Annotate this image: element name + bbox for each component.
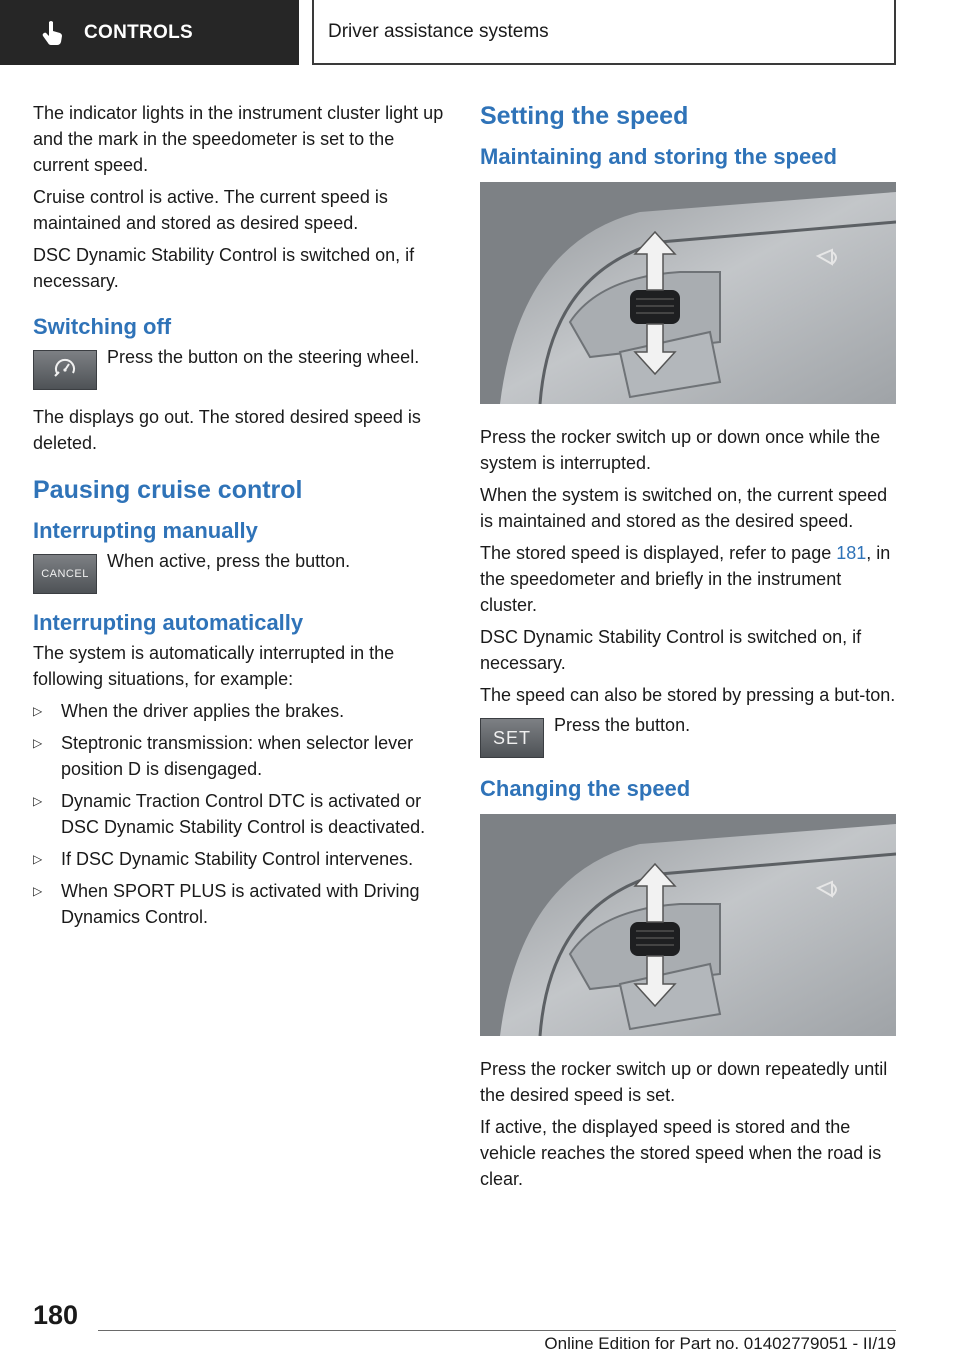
triangle-bullet-icon: ▷: [33, 852, 43, 866]
button-instruction: [33, 347, 448, 390]
steering-wheel-rocker-photo: [480, 182, 896, 404]
right-column: [480, 100, 896, 1198]
paragraph: Press the rocker switch up or down once while the system is interrupted.: [480, 427, 881, 473]
list-item: ▷ Steptronic transmission: when selector lever position D is disengaged.: [33, 730, 448, 782]
paragraph: Press the rocker switch up or down repeatedly until the desired speed is set.: [480, 1059, 888, 1105]
steering-wheel-rocker-photo: [480, 814, 896, 1036]
button-instruction-text: When active, press the button.: [107, 551, 351, 571]
list-item: ▷ When SPORT PLUS is activated with Driving Dynamics Control.: [33, 878, 448, 930]
cancel-button-image: CANCEL: [33, 554, 97, 594]
paragraph: The stored speed is displayed, refer to page 181, in the speedometer and briefly in the instrument cluster.: [480, 543, 891, 615]
heading-changing-speed: Changing the speed: [480, 776, 691, 801]
paragraph: The indicator lights in the instrument cluster light up and the mark in the speedometer is set to the current speed.: [33, 103, 444, 175]
footer-edition: Online Edition for Part no. 01402779051 - II/19: [544, 1334, 896, 1353]
heading-pausing: Pausing cruise control: [33, 476, 303, 504]
paragraph: DSC Dynamic Stability Control is switched on, if necessary.: [33, 245, 415, 291]
paragraph: The displays go out. The stored desired speed is deleted.: [33, 407, 421, 453]
button-instruction-text: Press the button on the steering wheel.: [107, 347, 420, 367]
cruise-control-icon: [52, 357, 78, 384]
bullet-list: [33, 698, 448, 930]
heading-setting-speed: Setting the speed: [480, 102, 689, 130]
paragraph: The system is automatically interrupted in the following situations, for example:: [33, 643, 395, 689]
list-item: ▷ When the driver applies the brakes.: [33, 698, 448, 724]
chapter-title: Driver assistance systems: [328, 20, 549, 42]
button-instruction: [33, 551, 448, 594]
hand-pointer-icon: [40, 20, 66, 46]
heading-maintaining-storing: Maintaining and storing the speed: [480, 144, 837, 169]
triangle-bullet-icon: ▷: [33, 884, 43, 898]
paragraph: When the system is switched on, the current speed is maintained and stored as the desired speed.: [480, 485, 888, 531]
set-button-image: SET: [480, 718, 544, 758]
paragraph: Cruise control is active. The current speed is maintained and stored as desired speed.: [33, 187, 388, 233]
paragraph: DSC Dynamic Stability Control is switched on, if necessary.: [480, 627, 862, 673]
button-instruction: [480, 715, 896, 758]
heading-switching-off: Switching off: [33, 314, 172, 339]
header-section-tab: [0, 0, 299, 65]
section-title: CONTROLS: [84, 21, 194, 43]
page-number: 180: [33, 1300, 79, 1330]
triangle-bullet-icon: ▷: [33, 736, 43, 750]
list-item: ▷ Dynamic Traction Control DTC is activated or DSC Dynamic Stability Control is deactivated.: [33, 788, 448, 840]
list-item: ▷ If DSC Dynamic Stability Control intervenes.: [33, 846, 448, 872]
triangle-bullet-icon: ▷: [33, 704, 43, 718]
paragraph: If active, the displayed speed is stored and the vehicle reaches the stored speed when the road is clear.: [480, 1117, 882, 1189]
chapter-header: [312, 0, 896, 65]
page-reference-link[interactable]: 181: [836, 543, 867, 563]
button-instruction-text: Press the button.: [554, 715, 691, 735]
left-column: [33, 100, 448, 936]
heading-interrupting-manually: Interrupting manually: [33, 518, 258, 543]
footer-divider: [98, 1330, 896, 1331]
triangle-bullet-icon: ▷: [33, 794, 43, 808]
heading-interrupting-automatically: Interrupting automatically: [33, 610, 304, 635]
paragraph: The speed can also be stored by pressing a but-ton.: [480, 685, 896, 705]
cruise-control-button-image: [33, 350, 97, 390]
